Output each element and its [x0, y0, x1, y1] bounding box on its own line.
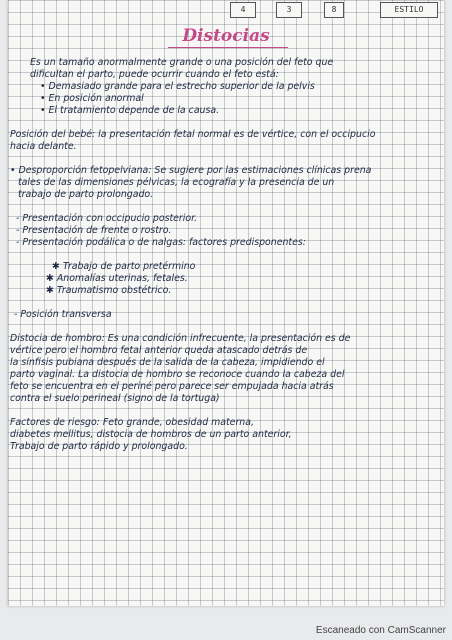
desproporcion-line-1: • Desproporción fetopelviana: Se sugiere por las estimaciones clínicas prena: [10, 165, 372, 176]
hombro-line-1: Distocia de hombro: Es una condición infrecuente, la presentación es de: [10, 333, 351, 344]
factor-nalgas-3-text: Traumatismo obstétrico.: [56, 285, 172, 296]
title-underline: [168, 47, 288, 48]
hombro-line-2: vértice pero el hombro fetal anterior queda atascado detrás de: [10, 345, 308, 356]
riesgo-line-1: Factores de riesgo: Feto grande, obesidad materna,: [10, 417, 254, 428]
page-title: Distocias: [182, 26, 270, 46]
presentacion-item-2: - Presentación de frente o rostro.: [16, 225, 172, 236]
factor-nalgas-1: [52, 261, 195, 273]
estilo-label: ESTILO: [380, 2, 438, 18]
desproporcion-line-2: tales de las dimensiones pélvicas, la ecografía y la presencia de un: [18, 177, 335, 188]
asterisk-icon: ✱: [46, 285, 57, 296]
scanner-watermark: Escaneado con CamScanner: [315, 625, 446, 636]
asterisk-icon: ✱: [52, 261, 63, 272]
header-box-1: 4: [230, 2, 256, 18]
riesgo-line-2: diabetes mellitus, distocia de hombros de un parto anterior,: [10, 429, 292, 440]
factor-nalgas-2: [46, 273, 188, 285]
posicion-line-1: Posición del bebé: la presentación fetal normal es de vértice, con el occipucio: [10, 129, 376, 140]
posicion-transversa: - Posición transversa: [14, 309, 112, 320]
notebook-page: [8, 0, 444, 606]
intro-bullet-2: • En posición anormal: [40, 93, 144, 104]
presentacion-item-1: - Presentación con occipucio posterior.: [16, 213, 198, 224]
hombro-line-5: feto se encuentra en el periné pero parece ser empujada hacia atrás: [10, 381, 334, 392]
intro-line-1: Es un tamaño anormalmente grande o una posición del feto que: [30, 57, 334, 68]
posicion-line-2: hacia delante.: [10, 141, 77, 152]
intro-bullet-1: • Demasiado grande para el estrecho superior de la pelvis: [40, 81, 315, 92]
factor-nalgas-2-text: Anomalías uterinas, fetales.: [56, 273, 188, 284]
hombro-line-3: la sínfisis pubiana después de la salida de la cabeza, impidiendo el: [10, 357, 325, 368]
factor-nalgas-3: [46, 285, 171, 297]
header-box-3: 8: [324, 2, 344, 18]
intro-bullet-3: • El tratamiento depende de la causa.: [40, 105, 220, 116]
hombro-line-6: contra el suelo perineal (signo de la tortuga): [10, 393, 220, 404]
asterisk-icon: ✱: [46, 273, 57, 284]
intro-line-2: dificultan el parto, puede ocurrir cuando el feto está:: [30, 69, 279, 80]
riesgo-line-3: Trabajo de parto rápido y prolongado.: [10, 441, 188, 452]
presentacion-item-3: - Presentación podálica o de nalgas: factores predisponentes:: [16, 237, 306, 248]
header-box-2: 3: [276, 2, 302, 18]
hombro-line-4: parto vaginal. La distocia de hombro se reconoce cuando la cabeza del: [10, 369, 345, 380]
desproporcion-line-3: trabajo de parto prolongado.: [18, 189, 154, 200]
factor-nalgas-1-text: Trabajo de parto pretérmino: [62, 261, 196, 272]
